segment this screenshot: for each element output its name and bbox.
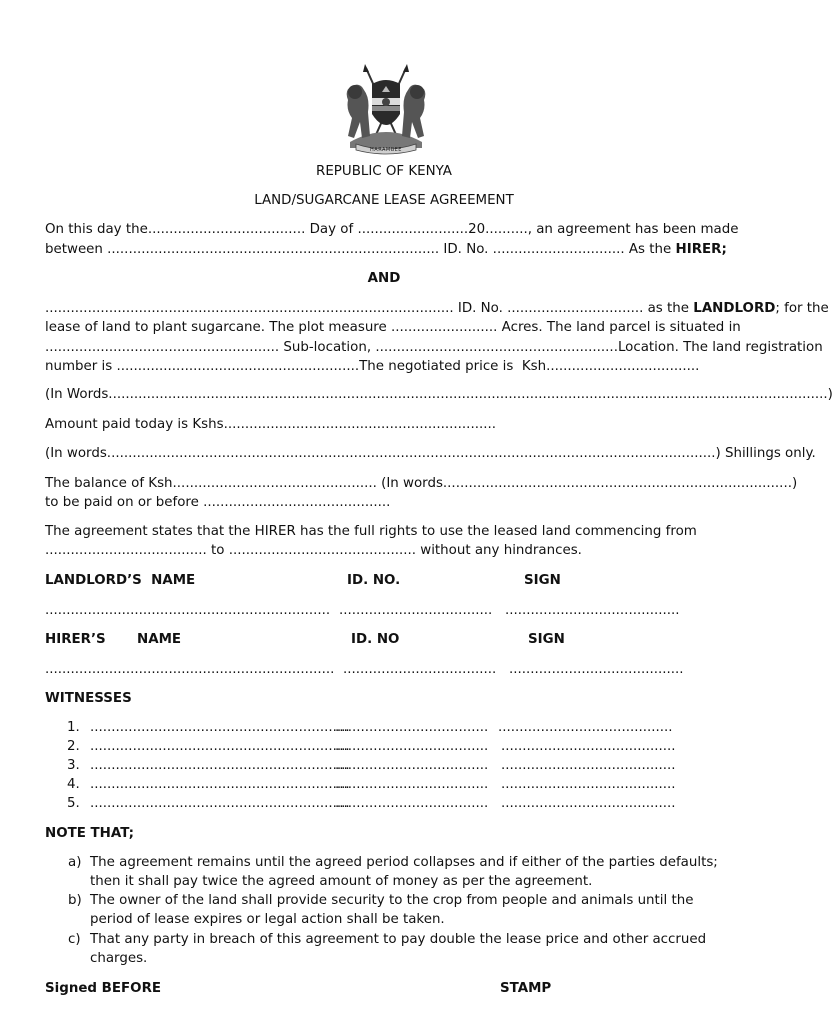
landlord-label: LANDLORD — [693, 301, 776, 316]
witness-number: 4. — [67, 777, 80, 792]
hirer-label-1: HIRER’S — [45, 632, 106, 647]
witness-id-line: .................................... — [335, 758, 489, 773]
witness-id-line: .................................... — [335, 796, 489, 811]
note-b-label: b) — [68, 893, 82, 908]
note-c-line-1: That any party in breach of this agreement to pay double the lease price and other accrued — [90, 932, 707, 947]
witness-sign-line: ......................................... — [501, 796, 676, 811]
hirer-name-label: NAME — [137, 632, 182, 647]
rights-line-1: The agreement states that the HIRER has the full rights to use the leased land commencing from — [45, 524, 697, 539]
landlord-line-1 — [45, 299, 829, 318]
witness-number: 2. — [67, 739, 80, 754]
price-in-words: (In Words.........................................................................................................................................................................) — [45, 387, 833, 402]
witness-id-line: .................................... — [335, 739, 489, 754]
note-a-label: a) — [68, 855, 82, 870]
and-separator: AND — [367, 271, 401, 286]
signed-before-label: Signed BEFORE — [45, 981, 162, 996]
landlord-line-3: ....................................................... Sub-location, .........................................................Location. The land registration — [45, 340, 823, 355]
note-c-line-2: charges. — [90, 951, 148, 966]
rights-line-2: ...................................... to ............................................ without any hindrances. — [45, 543, 582, 558]
witness-sign-line: ......................................... — [498, 720, 673, 735]
landlord-name-label: LANDLORD’S NAME — [45, 573, 196, 588]
landlord-sign-line: ......................................... — [505, 603, 680, 618]
note-a-line-1: The agreement remains until the agreed period collapses and if either of the parties defaults; — [90, 855, 718, 870]
landlord-line-1-tail: ; for the — [775, 301, 829, 316]
witness-id-line: .................................... — [335, 777, 489, 792]
witnesses-heading: WITNESSES — [45, 691, 132, 706]
intro-line-2-text: between .............................................................................. ID. No. ............................... As the — [45, 242, 676, 257]
notes-heading: NOTE THAT; — [45, 826, 134, 841]
note-a-line-2: then it shall pay twice the agreed amount of money as per the agreement. — [90, 874, 593, 889]
note-b-line-2: period of lease expires or legal action shall be taken. — [90, 912, 445, 927]
stamp-label: STAMP — [500, 981, 552, 996]
amount-paid-today: Amount paid today is Kshs................................................................ — [45, 417, 496, 432]
witness-sign-line: ......................................... — [501, 758, 676, 773]
hirer-id-line: .................................... — [343, 662, 497, 677]
landlord-line-2: lease of land to plant sugarcane. The plot measure ......................... Acres. The land parcel is situated in — [45, 320, 741, 335]
landlord-line-4: number is .........................................................The negotiated price is Ksh.................................... — [45, 359, 700, 374]
witness-sign-line: ......................................... — [501, 739, 676, 754]
witness-id-line: .................................... — [335, 720, 489, 735]
hirer-sign-label: SIGN — [528, 632, 565, 647]
witness-sign-line: ......................................... — [501, 777, 676, 792]
amount-in-words: (In words...............................................................................................................................................) Shillings only. — [45, 446, 816, 461]
witness-name-line: ............................................................. — [90, 739, 350, 754]
witness-number: 5. — [67, 796, 80, 811]
hirer-sign-line: ......................................... — [509, 662, 684, 677]
hirer-label: HIRER; — [675, 242, 727, 257]
witness-number: 1. — [67, 720, 80, 735]
balance-line-2: to be paid on or before ............................................ — [45, 495, 391, 510]
witness-name-line: ............................................................. — [90, 720, 350, 735]
intro-line-1: On this day the..................................... Day of ..........................20.........., an agreement has been made — [45, 222, 739, 237]
landlord-sign-label: SIGN — [524, 573, 561, 588]
hirer-name-line: .................................................................... — [45, 662, 335, 677]
witness-name-line: ............................................................. — [90, 796, 350, 811]
landlord-id-line: .................................... — [339, 603, 493, 618]
balance-line-1: The balance of Ksh................................................ (In words..................................................................................) — [45, 476, 798, 491]
emblem-motto-text: HARAMBEE — [370, 147, 402, 153]
hirer-id-label: ID. NO — [351, 632, 400, 647]
witness-number: 3. — [67, 758, 80, 773]
country-heading: REPUBLIC OF KENYA — [316, 164, 452, 179]
document-title: LAND/SUGARCANE LEASE AGREEMENT — [254, 193, 514, 208]
witness-name-line: ............................................................. — [90, 777, 350, 792]
note-c-label: c) — [68, 932, 81, 947]
landlord-line-1-text: ................................................................................................ ID. No. ................................ as the — [45, 301, 694, 316]
witness-name-line: ............................................................. — [90, 758, 350, 773]
kenya-coat-of-arms-emblem — [336, 62, 436, 156]
note-b-line-1: The owner of the land shall provide security to the crop from people and animals until the — [90, 893, 694, 908]
intro-line-2 — [45, 240, 727, 259]
landlord-name-line: ................................................................... — [45, 603, 331, 618]
landlord-id-label: ID. NO. — [347, 573, 401, 588]
